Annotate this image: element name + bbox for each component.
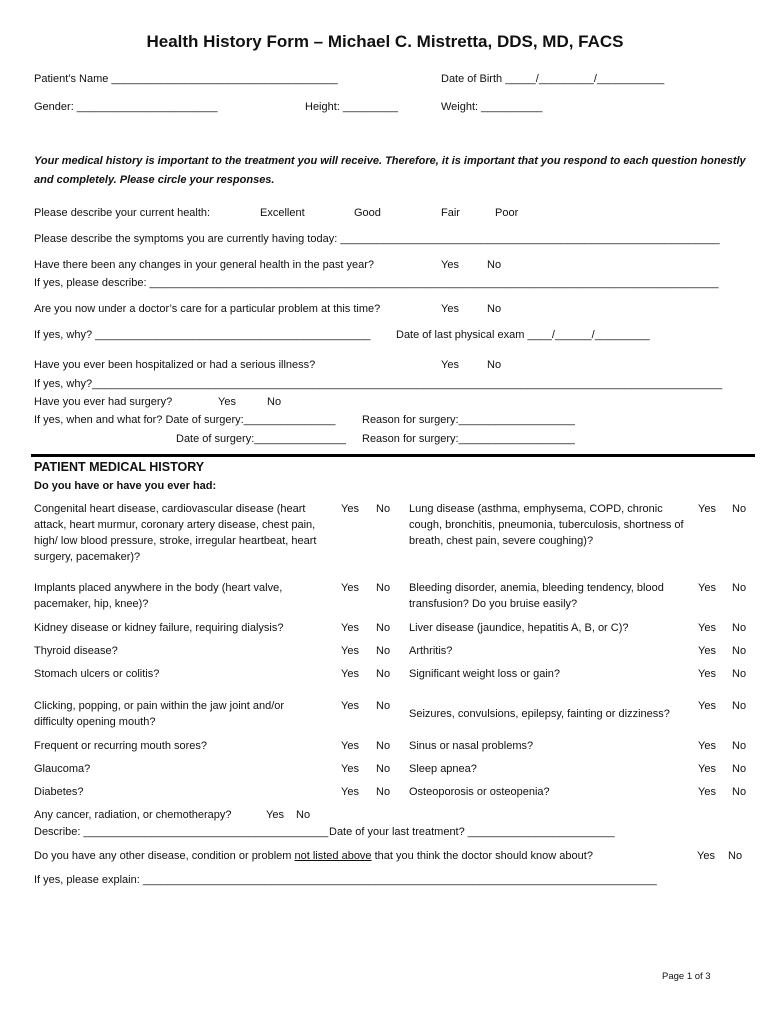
condition-no-right[interactable]: No bbox=[732, 622, 747, 634]
last-physical-field[interactable]: Date of last physical exam ____/______/_________ bbox=[396, 329, 650, 341]
condition-yes-right[interactable]: Yes bbox=[698, 740, 716, 752]
condition-no-left[interactable]: No bbox=[376, 740, 391, 752]
condition-label-left: Congenital heart disease, cardiovascular disease (heart attack, heart murmur, coronary artery disease, chest pain, high/ low blood pressure, stroke, irregular heartbeat, heart surgery, pacemaker)? bbox=[34, 503, 317, 563]
health-option-poor[interactable]: Poor bbox=[495, 207, 519, 219]
cancer-question: Any cancer, radiation, or chemotherapy? bbox=[34, 809, 232, 821]
condition-label-left: Diabetes? bbox=[34, 786, 84, 798]
other-question-pre: Do you have any other disease, condition or problem bbox=[34, 850, 295, 862]
condition-label-right: Bleeding disorder, anemia, bleeding tendency, blood transfusion? Do you bruise easily? bbox=[409, 582, 664, 610]
condition-label-left: Clicking, popping, or pain within the jaw joint and/or difficulty opening mouth? bbox=[34, 700, 285, 728]
condition-label-right: Liver disease (jaundice, hepatitis A, B, or C)? bbox=[409, 622, 629, 634]
surgery-reason-2-field[interactable]: Reason for surgery:___________________ bbox=[362, 433, 575, 445]
cancer-no[interactable]: No bbox=[296, 809, 311, 821]
condition-yes-right[interactable]: Yes bbox=[698, 763, 716, 775]
condition-yes-left[interactable]: Yes bbox=[341, 700, 359, 712]
condition-yes-left[interactable]: Yes bbox=[341, 503, 359, 515]
condition-yes-left[interactable]: Yes bbox=[341, 786, 359, 798]
condition-yes-left[interactable]: Yes bbox=[341, 645, 359, 657]
condition-no-right[interactable]: No bbox=[732, 645, 747, 657]
health-option-good[interactable]: Good bbox=[354, 207, 381, 219]
condition-yes-left[interactable]: Yes bbox=[341, 622, 359, 634]
hospital-question: Have you ever been hospitalized or had a serious illness? bbox=[34, 359, 316, 371]
health-option-excellent[interactable]: Excellent bbox=[260, 207, 305, 219]
condition-no-right[interactable]: No bbox=[732, 763, 747, 775]
condition-yes-left[interactable]: Yes bbox=[341, 763, 359, 775]
hospital-no[interactable]: No bbox=[487, 359, 502, 371]
surgery-reason-1-field[interactable]: Reason for surgery:___________________ bbox=[362, 414, 575, 426]
condition-label-right: Significant weight loss or gain? bbox=[409, 668, 561, 680]
condition-yes-right[interactable]: Yes bbox=[698, 582, 716, 594]
condition-label-right: Arthritis? bbox=[409, 645, 453, 657]
weight-field[interactable]: Weight: __________ bbox=[441, 101, 543, 113]
condition-label-right: Sleep apnea? bbox=[409, 763, 477, 775]
health-question: Please describe your current health: bbox=[34, 207, 211, 219]
section-divider bbox=[31, 454, 755, 457]
condition-label-left: Kidney disease or kidney failure, requiring dialysis? bbox=[34, 622, 284, 634]
condition-no-left[interactable]: No bbox=[376, 763, 391, 775]
cancer-describe-field[interactable]: Describe: ________________________________________ bbox=[34, 826, 329, 838]
condition-label-right: Seizures, convulsions, epilepsy, fainting or dizziness? bbox=[409, 708, 670, 720]
surgery-yes[interactable]: Yes bbox=[218, 396, 236, 408]
symptoms-field[interactable]: Please describe the symptoms you are currently having today: ______________________________________________________________ bbox=[34, 233, 720, 245]
condition-label-right: Sinus or nasal problems? bbox=[409, 740, 534, 752]
patient-name-field[interactable]: Patient’s Name _____________________________________ bbox=[34, 73, 338, 85]
condition-no-left[interactable]: No bbox=[376, 786, 391, 798]
condition-no-left[interactable]: No bbox=[376, 622, 391, 634]
surgery-question: Have you ever had surgery? bbox=[34, 396, 173, 408]
condition-label-left: Frequent or recurring mouth sores? bbox=[34, 740, 208, 752]
condition-no-right[interactable]: No bbox=[732, 740, 747, 752]
condition-yes-left[interactable]: Yes bbox=[341, 668, 359, 680]
condition-yes-right[interactable]: Yes bbox=[698, 503, 716, 515]
surgery-date-1-field[interactable]: If yes, when and what for? Date of surgery:_______________ bbox=[34, 414, 336, 426]
condition-no-left[interactable]: No bbox=[376, 503, 391, 515]
condition-no-left[interactable]: No bbox=[376, 645, 391, 657]
changes-yes[interactable]: Yes bbox=[441, 259, 459, 271]
condition-yes-right[interactable]: Yes bbox=[698, 668, 716, 680]
condition-yes-right[interactable]: Yes bbox=[698, 700, 716, 712]
other-yes[interactable]: Yes bbox=[697, 850, 715, 862]
other-condition-question bbox=[34, 850, 593, 862]
height-field[interactable]: Height: _________ bbox=[305, 101, 398, 113]
dob-field[interactable]: Date of Birth _____/_________/___________ bbox=[441, 73, 665, 85]
changes-describe-field[interactable]: If yes, please describe: _____________________________________________________________________________________________ bbox=[34, 277, 719, 289]
condition-no-left[interactable]: No bbox=[376, 668, 391, 680]
intro-line-2: and completely. Please circle your responses. bbox=[34, 174, 275, 186]
condition-no-right[interactable]: No bbox=[732, 786, 747, 798]
hospital-yes[interactable]: Yes bbox=[441, 359, 459, 371]
condition-yes-right[interactable]: Yes bbox=[698, 622, 716, 634]
gender-field[interactable]: Gender: _______________________ bbox=[34, 101, 218, 113]
changes-question: Have there been any changes in your general health in the past year? bbox=[34, 259, 375, 271]
intro-line-1: Your medical history is important to the treatment you will receive. Therefore, it is important that you respond to each question honestly bbox=[34, 155, 746, 167]
page-number: Page 1 of 3 bbox=[662, 971, 711, 982]
condition-yes-left[interactable]: Yes bbox=[341, 582, 359, 594]
last-treatment-field[interactable]: Date of your last treatment? ________________________ bbox=[329, 826, 615, 838]
condition-yes-right[interactable]: Yes bbox=[698, 645, 716, 657]
other-no[interactable]: No bbox=[728, 850, 743, 862]
condition-label-left: Glaucoma? bbox=[34, 763, 91, 775]
changes-no[interactable]: No bbox=[487, 259, 502, 271]
surgery-date-2-field[interactable]: Date of surgery:_______________ bbox=[176, 433, 347, 445]
hospital-why-field[interactable]: If yes, why?_______________________________________________________________________________________________________ bbox=[34, 378, 723, 390]
condition-no-right[interactable]: No bbox=[732, 668, 747, 680]
condition-label-left: Implants placed anywhere in the body (heart valve, pacemaker, hip, knee)? bbox=[34, 582, 283, 610]
condition-label-right: Lung disease (asthma, emphysema, COPD, chronic cough, bronchitis, pneumonia, tuberculosis, shortness of breath, chest pain, severe coughing)? bbox=[409, 503, 684, 547]
doctor-question: Are you now under a doctor’s care for a particular problem at this time? bbox=[34, 303, 381, 315]
health-option-fair[interactable]: Fair bbox=[441, 207, 460, 219]
condition-label-left: Thyroid disease? bbox=[34, 645, 118, 657]
doctor-yes[interactable]: Yes bbox=[441, 303, 459, 315]
other-question-post: that you think the doctor should know about? bbox=[371, 850, 593, 862]
doctor-why-field[interactable]: If yes, why? _____________________________________________ bbox=[34, 329, 371, 341]
form-title: Health History Form – Michael C. Mistretta, DDS, MD, FACS bbox=[146, 32, 624, 51]
doctor-no[interactable]: No bbox=[487, 303, 502, 315]
condition-no-right[interactable]: No bbox=[732, 700, 747, 712]
cancer-yes[interactable]: Yes bbox=[266, 809, 284, 821]
pmh-subheading: Do you have or have you ever had: bbox=[34, 480, 217, 492]
condition-no-right[interactable]: No bbox=[732, 582, 747, 594]
condition-no-left[interactable]: No bbox=[376, 700, 391, 712]
condition-yes-right[interactable]: Yes bbox=[698, 786, 716, 798]
condition-label-right: Osteoporosis or osteopenia? bbox=[409, 786, 550, 798]
condition-no-right[interactable]: No bbox=[732, 503, 747, 515]
other-explain-field[interactable]: If yes, please explain: ____________________________________________________________________________________ bbox=[34, 874, 657, 886]
condition-label-left: Stomach ulcers or colitis? bbox=[34, 668, 160, 680]
condition-yes-left[interactable]: Yes bbox=[341, 740, 359, 752]
condition-no-left[interactable]: No bbox=[376, 582, 391, 594]
surgery-no[interactable]: No bbox=[267, 396, 282, 408]
other-question-underlined: not listed above bbox=[294, 850, 372, 862]
pmh-heading: PATIENT MEDICAL HISTORY bbox=[34, 460, 205, 474]
